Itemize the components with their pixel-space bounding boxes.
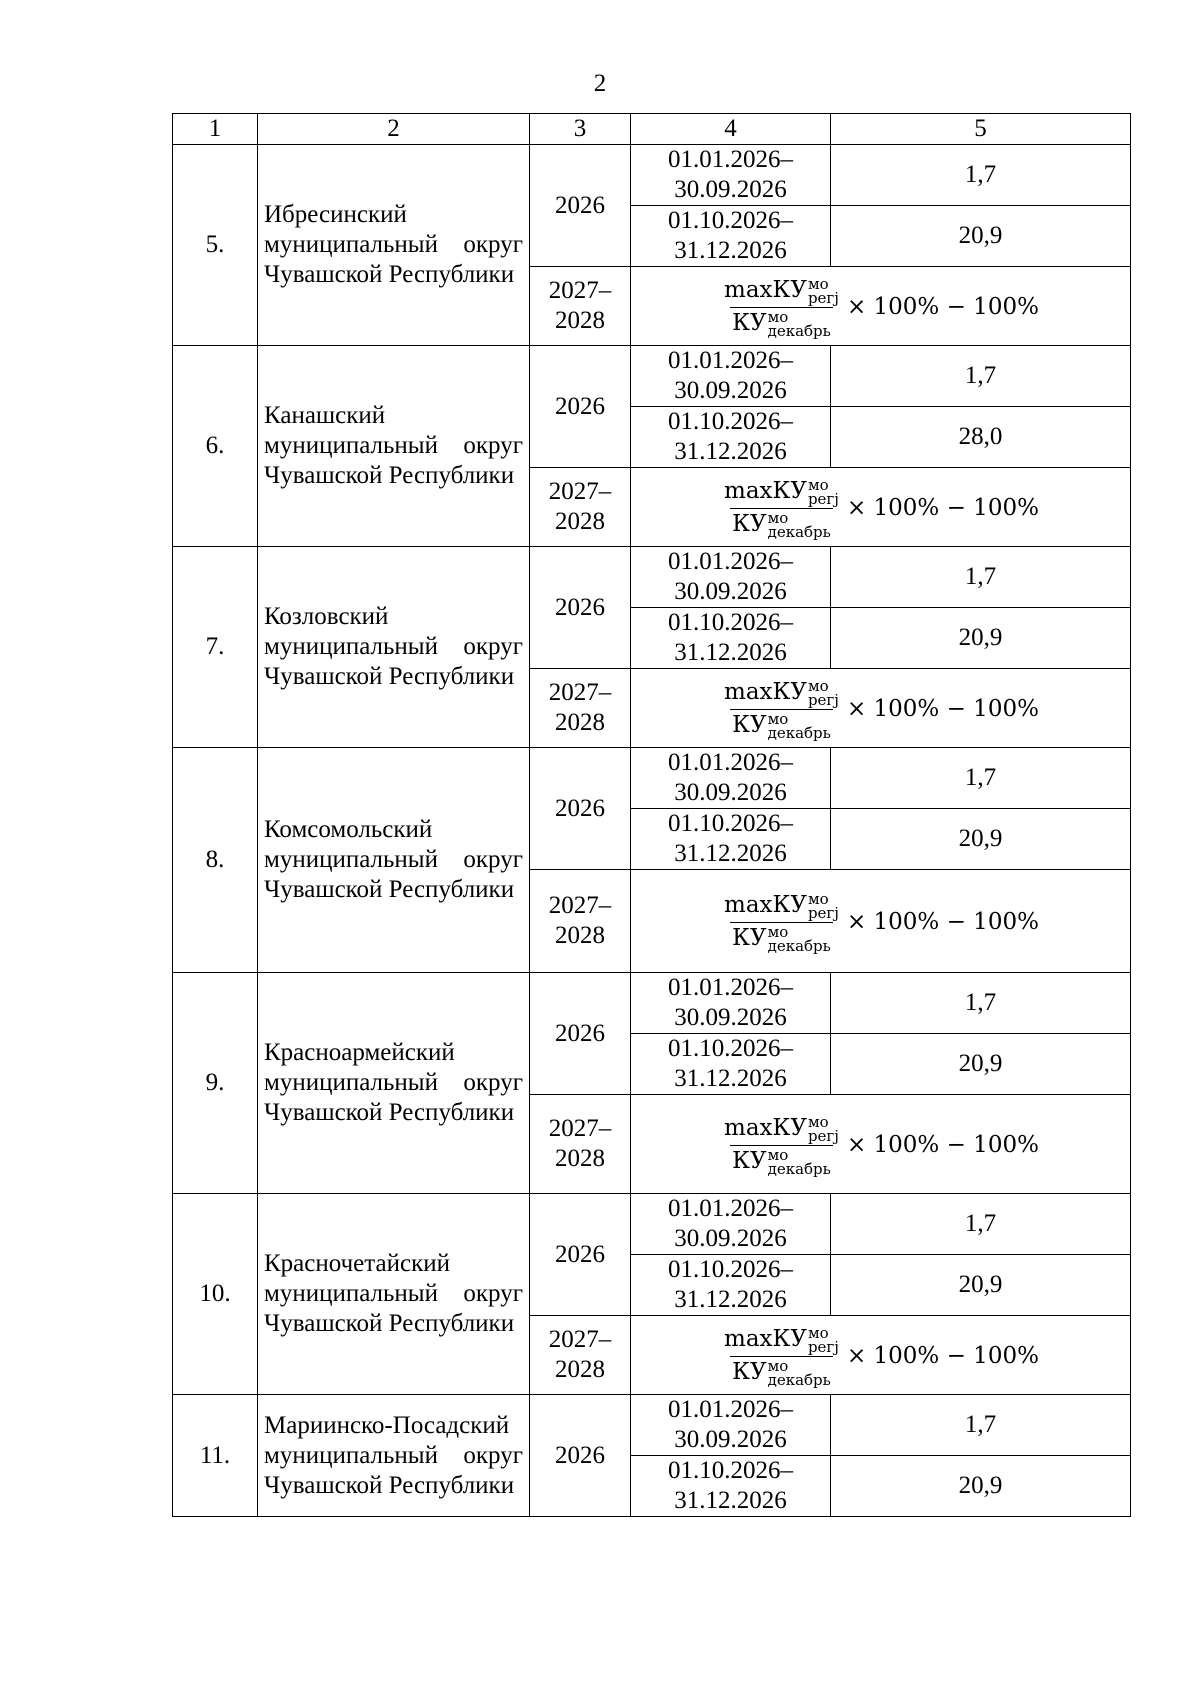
formula-tail: × 100% − 100% — [846, 1342, 1039, 1369]
year-cell: 2026 — [530, 973, 631, 1095]
formula-denominator-sup: мо — [767, 1145, 789, 1164]
formula-numerator-sub: регj — [807, 903, 839, 922]
period-cell: 01.01.2026– 30.09.2026 — [631, 748, 831, 809]
formula-cell — [631, 267, 1131, 346]
column-header-5: 5 — [831, 114, 1131, 145]
municipality-name — [258, 1395, 530, 1517]
value-cell: 20,9 — [831, 809, 1131, 870]
formula — [722, 676, 1039, 742]
formula-denominator-base: КУ — [732, 510, 767, 537]
value-cell: 1,7 — [831, 547, 1131, 608]
year-cell: 2026 — [530, 346, 631, 468]
years-range-cell: 2027– 2028 — [530, 267, 631, 346]
formula-denominator-base: КУ — [732, 711, 767, 738]
row-number: 10. — [173, 1194, 258, 1395]
municipality-name-text: Козловский муниципальный округ Чувашской Республики — [264, 603, 523, 690]
formula-numerator-sup: мо — [807, 889, 829, 908]
years-range-cell: 2027– 2028 — [530, 870, 631, 973]
formula-numerator-base: maxКУ — [724, 678, 807, 705]
value-cell: 1,7 — [831, 145, 1131, 206]
formula-cell — [631, 669, 1131, 748]
table-row — [173, 346, 1131, 407]
period-cell: 01.10.2026– 31.12.2026 — [631, 809, 831, 870]
formula-numerator-sub: регj — [807, 690, 839, 709]
formula-denominator-sup: мо — [767, 307, 789, 326]
column-header-2: 2 — [258, 114, 530, 145]
period-cell: 01.01.2026– 30.09.2026 — [631, 1194, 831, 1255]
period-cell: 01.01.2026– 30.09.2026 — [631, 547, 831, 608]
formula-numerator — [722, 889, 841, 922]
year-cell: 2026 — [530, 145, 631, 267]
formula-denominator — [730, 1356, 833, 1387]
period-cell: 01.01.2026– 30.09.2026 — [631, 1395, 831, 1456]
municipality-name — [258, 748, 530, 973]
column-header-1: 1 — [173, 114, 258, 145]
formula-fraction — [722, 889, 841, 955]
value-cell: 20,9 — [831, 1034, 1131, 1095]
municipality-name-text: Канашский муниципальный округ Чувашской Республики — [264, 402, 523, 489]
period-cell: 01.10.2026– 31.12.2026 — [631, 608, 831, 669]
formula-cell — [631, 1316, 1131, 1395]
years-range-cell: 2027– 2028 — [530, 1095, 631, 1194]
municipality-name-text: Мариинско-Посадский муниципальный округ Чувашской Республики — [264, 1411, 523, 1499]
formula-denominator — [730, 709, 833, 740]
formula-numerator — [722, 676, 841, 709]
formula — [722, 1323, 1039, 1389]
formula-numerator-sub: регj — [807, 1126, 839, 1145]
formula-denominator-sub: декабрь — [767, 1370, 831, 1389]
formula-denominator-sub: декабрь — [767, 1159, 831, 1178]
row-number: 5. — [173, 145, 258, 346]
formula-cell — [631, 1095, 1131, 1194]
value-cell: 1,7 — [831, 748, 1131, 809]
page-number: 2 — [593, 70, 607, 97]
table-row — [173, 547, 1131, 608]
formula — [722, 274, 1039, 340]
formula-denominator-sup: мо — [767, 508, 789, 527]
value-cell: 28,0 — [831, 407, 1131, 468]
period-cell: 01.10.2026– 31.12.2026 — [631, 206, 831, 267]
row-number: 9. — [173, 973, 258, 1194]
row-number: 6. — [173, 346, 258, 547]
formula-denominator-base: КУ — [732, 1147, 767, 1174]
value-cell: 20,9 — [831, 1255, 1131, 1316]
years-range-cell: 2027– 2028 — [530, 468, 631, 547]
formula-denominator-sub: декабрь — [767, 723, 831, 742]
municipality-name — [258, 145, 530, 346]
formula-denominator-sub: декабрь — [767, 522, 831, 541]
years-range-cell: 2027– 2028 — [530, 669, 631, 748]
formula-denominator-base: КУ — [732, 1358, 767, 1385]
formula-numerator-base: maxКУ — [724, 1325, 807, 1352]
formula-cell — [631, 870, 1131, 973]
formula-fraction — [722, 475, 841, 541]
formula-denominator — [730, 1145, 833, 1176]
formula-fraction — [722, 1112, 841, 1178]
formula-denominator-sup: мо — [767, 709, 789, 728]
municipality-name-text: Красночетайский муниципальный округ Чувашской Республики — [264, 1250, 523, 1337]
formula-numerator-base: maxКУ — [724, 891, 807, 918]
formula-cell — [631, 468, 1131, 547]
value-cell: 20,9 — [831, 1456, 1131, 1517]
formula-denominator-sub: декабрь — [767, 936, 831, 955]
period-cell: 01.01.2026– 30.09.2026 — [631, 346, 831, 407]
formula — [722, 1112, 1039, 1178]
formula-fraction — [722, 676, 841, 742]
formula-tail: × 100% − 100% — [846, 1131, 1039, 1158]
formula-numerator-sup: мо — [807, 1112, 829, 1131]
formula-numerator-sub: регj — [807, 489, 839, 508]
formula-numerator-sub: регj — [807, 288, 839, 307]
formula-denominator-sup: мо — [767, 922, 789, 941]
row-number: 8. — [173, 748, 258, 973]
formula-numerator-sup: мо — [807, 274, 829, 293]
municipality-name-text: Красноармейский муниципальный округ Чувашской Республики — [264, 1039, 523, 1126]
formula-numerator-base: maxКУ — [724, 477, 807, 504]
column-header-3: 3 — [530, 114, 631, 145]
period-cell: 01.10.2026– 31.12.2026 — [631, 1456, 831, 1517]
table-row — [173, 145, 1131, 206]
municipality-name — [258, 547, 530, 748]
value-cell: 1,7 — [831, 346, 1131, 407]
year-cell: 2026 — [530, 1194, 631, 1316]
table-row — [173, 1194, 1131, 1255]
allowance-table — [172, 113, 1131, 1517]
value-cell: 1,7 — [831, 1194, 1131, 1255]
formula-numerator — [722, 475, 841, 508]
row-number: 7. — [173, 547, 258, 748]
formula-numerator — [722, 274, 841, 307]
formula-denominator-base: КУ — [732, 309, 767, 336]
year-cell: 2026 — [530, 547, 631, 669]
formula-denominator — [730, 922, 833, 953]
formula-denominator-base: КУ — [732, 924, 767, 951]
municipality-name — [258, 346, 530, 547]
formula-numerator-sup: мо — [807, 475, 829, 494]
formula-denominator-sub: декабрь — [767, 321, 831, 340]
formula-tail: × 100% − 100% — [846, 494, 1039, 521]
period-cell: 01.10.2026– 31.12.2026 — [631, 1255, 831, 1316]
formula-fraction — [722, 1323, 841, 1389]
value-cell: 20,9 — [831, 608, 1131, 669]
formula-numerator-base: maxКУ — [724, 276, 807, 303]
formula-numerator-base: maxКУ — [724, 1114, 807, 1141]
municipality-name — [258, 973, 530, 1194]
year-cell: 2026 — [530, 1395, 631, 1517]
formula — [722, 889, 1039, 955]
formula-denominator — [730, 307, 833, 338]
formula-denominator — [730, 508, 833, 539]
period-cell: 01.01.2026– 30.09.2026 — [631, 973, 831, 1034]
years-range-cell: 2027– 2028 — [530, 1316, 631, 1395]
formula-tail: × 100% − 100% — [846, 908, 1039, 935]
column-header-4: 4 — [631, 114, 831, 145]
table-row — [173, 1395, 1131, 1456]
municipality-name-text: Комсомольский муниципальный округ Чувашской Республики — [264, 816, 523, 903]
value-cell: 20,9 — [831, 206, 1131, 267]
formula-numerator-sub: регj — [807, 1337, 839, 1356]
row-number: 11. — [173, 1395, 258, 1517]
period-cell: 01.01.2026– 30.09.2026 — [631, 145, 831, 206]
formula-tail: × 100% − 100% — [846, 293, 1039, 320]
table-header-row — [173, 114, 1131, 145]
table-row — [173, 973, 1131, 1034]
value-cell: 1,7 — [831, 973, 1131, 1034]
formula-numerator — [722, 1112, 841, 1145]
table-row — [173, 748, 1131, 809]
formula-fraction — [722, 274, 841, 340]
formula-denominator-sup: мо — [767, 1356, 789, 1375]
period-cell: 01.10.2026– 31.12.2026 — [631, 1034, 831, 1095]
formula-numerator-sup: мо — [807, 676, 829, 695]
formula-numerator-sup: мо — [807, 1323, 829, 1342]
period-cell: 01.10.2026– 31.12.2026 — [631, 407, 831, 468]
year-cell: 2026 — [530, 748, 631, 870]
formula — [722, 475, 1039, 541]
municipality-name — [258, 1194, 530, 1395]
formula-numerator — [722, 1323, 841, 1356]
formula-tail: × 100% − 100% — [846, 695, 1039, 722]
value-cell: 1,7 — [831, 1395, 1131, 1456]
municipality-name-text: Ибресинский муниципальный округ Чувашской Республики — [264, 201, 523, 288]
